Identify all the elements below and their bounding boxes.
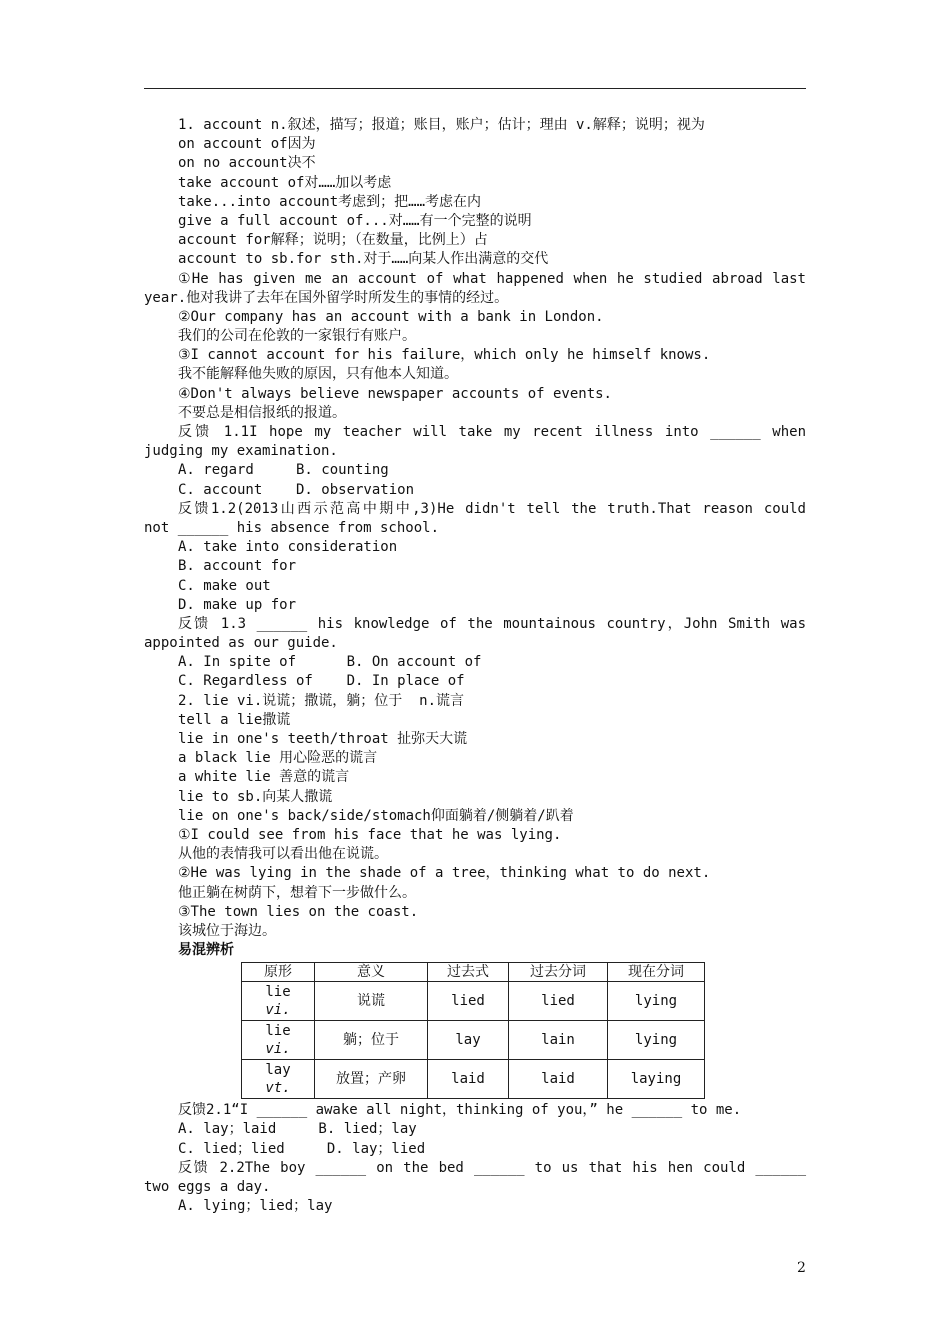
vocabulary-notes	[144, 116, 806, 941]
text-line: two eggs a day.	[144, 1179, 271, 1195]
cell-base-form: lie vi.	[242, 982, 315, 1021]
cell-base-form: lie vi.	[242, 1021, 315, 1060]
text-line: A. regard B. counting	[178, 462, 389, 479]
text-line: ③I cannot account for his failure，which only he himself knows.	[178, 347, 711, 364]
text-line: A. lay；laid B. lied；lay	[178, 1121, 417, 1138]
text-line: a black lie 用心险恶的谎言	[178, 750, 378, 767]
cell-pos: vi.	[265, 1002, 291, 1019]
text-line: on no account决不	[178, 155, 316, 172]
text-line: 2. lie vi.说谎；撒谎，躺；位于 n.谎言	[178, 692, 465, 709]
cell-base-form: lay vt.	[242, 1060, 315, 1099]
header-past-participle: 过去分词	[509, 963, 608, 982]
text-line: tell a lie撒谎	[178, 711, 291, 728]
text-line: year.他对我讲了去年在国外留学时所发生的事情的经过。	[144, 289, 509, 306]
document-body	[144, 116, 806, 1216]
text-line: take account of对……加以考虑	[178, 174, 392, 191]
text-line: B. account for	[178, 558, 297, 575]
text-line: 该城位于海边。	[178, 922, 276, 939]
text-line: 1. account n.叙述，描写；报道；账目，账户；估计；理由 v.解释；说明；视为	[178, 117, 705, 133]
text-line: appointed as our guide.	[144, 635, 338, 652]
text-line: a white lie 善意的谎言	[178, 769, 350, 786]
text-line: ③The town lies on the coast.	[178, 903, 419, 920]
text-line: account to sb.for sth.对于……向某人作出满意的交代	[178, 251, 549, 268]
cell-present-participle: laying	[608, 1060, 705, 1099]
text-line: lie in one's teeth/throat 扯弥天大谎	[178, 731, 468, 747]
text-line: 他正躺在树荫下，想着下一步做什么。	[178, 884, 416, 901]
header-present-participle: 现在分词	[608, 963, 705, 982]
section-title: 易混辨析	[178, 942, 234, 959]
text-line: D. make up for	[178, 596, 297, 613]
text-line: 反馈 2.2The boy ______ on the bed ______ to us that his hen could ______	[178, 1159, 806, 1176]
text-line: A. lying；lied；lay	[178, 1198, 333, 1215]
text-line: account for解释；说明；（在数量，比例上）占	[178, 232, 488, 249]
text-line: 反馈1.2(2013山西示范高中期中,3)He didn't tell the truth.That reason could	[178, 500, 806, 517]
text-line: take...into account考虑到；把……考虑在内	[178, 193, 482, 210]
header-past: 过去式	[428, 963, 509, 982]
cell-meaning: 躺；位于	[315, 1021, 428, 1060]
table-row	[242, 1060, 705, 1099]
text-line: 反馈 1.1I hope my teacher will take my recent illness into ______ when	[178, 424, 806, 440]
text-line: ①He has given me an account of what happened when he studied abroad last	[178, 270, 806, 287]
page-number: 2	[797, 1260, 806, 1276]
text-line: ①I could see from his face that he was lying.	[178, 826, 562, 843]
text-line: C. lied；lied D. lay；lied	[178, 1140, 426, 1157]
cell-past-participle: laid	[509, 1060, 608, 1099]
cell-past-participle: lain	[509, 1021, 608, 1060]
text-line: judging my examination.	[144, 443, 338, 460]
text-line: 从他的表情我可以看出他在说谎。	[178, 846, 388, 863]
table-row	[242, 1021, 705, 1060]
cell-pos: vt.	[265, 1080, 291, 1097]
comparison-table-wrapper	[241, 962, 806, 1099]
text-line: A. In spite of B. On account of	[178, 654, 482, 671]
cell-present-participle: lying	[608, 982, 705, 1021]
text-line: 反馈2.1“I ______ awake all night，thinking of you，” he ______ to me.	[178, 1102, 742, 1119]
header-base-form: 原形	[242, 963, 315, 982]
text-line: on account of因为	[178, 136, 316, 153]
text-line: give a full account of...对……有一个完整的说明	[178, 212, 532, 229]
cell-past: laid	[428, 1060, 509, 1099]
text-line: ②He was lying in the shade of a tree，thinking what to do next.	[178, 865, 711, 882]
text-line: not ______ his absence from school.	[144, 519, 440, 536]
header-meaning: 意义	[315, 963, 428, 982]
cell-meaning: 放置；产卵	[315, 1060, 428, 1099]
text-line: ④Don't always believe newspaper accounts of events.	[178, 385, 612, 402]
text-line: A. take into consideration	[178, 539, 398, 556]
table-header-row	[242, 963, 705, 982]
comparison-table	[241, 962, 705, 1099]
text-line: ②Our company has an account with a bank in London.	[178, 308, 604, 325]
text-line: lie to sb.向某人撒谎	[178, 788, 333, 805]
cell-pos: vi.	[265, 1041, 291, 1058]
header-rule	[144, 88, 806, 89]
cell-past-participle: lied	[509, 982, 608, 1021]
text-line: C. Regardless of D. In place of	[178, 673, 465, 690]
text-line: 我们的公司在伦敦的一家银行有账户。	[178, 328, 416, 345]
cell-past: lay	[428, 1021, 509, 1060]
text-line: 我不能解释他失败的原因，只有他本人知道。	[178, 366, 458, 383]
cell-present-participle: lying	[608, 1021, 705, 1060]
text-line: 反馈 1.3 ______ his knowledge of the mountainous country，John Smith was	[178, 615, 806, 632]
cell-meaning: 说谎	[315, 982, 428, 1021]
table-row	[242, 982, 705, 1021]
text-line: lie on one's back/side/stomach仰面躺着/侧躺着/趴着	[178, 807, 574, 824]
text-line: C. account D. observation	[178, 481, 415, 498]
text-line: 不要总是相信报纸的报道。	[178, 404, 346, 421]
exercise-notes	[144, 1101, 806, 1216]
text-line: C. make out	[178, 577, 271, 594]
cell-past: lied	[428, 982, 509, 1021]
